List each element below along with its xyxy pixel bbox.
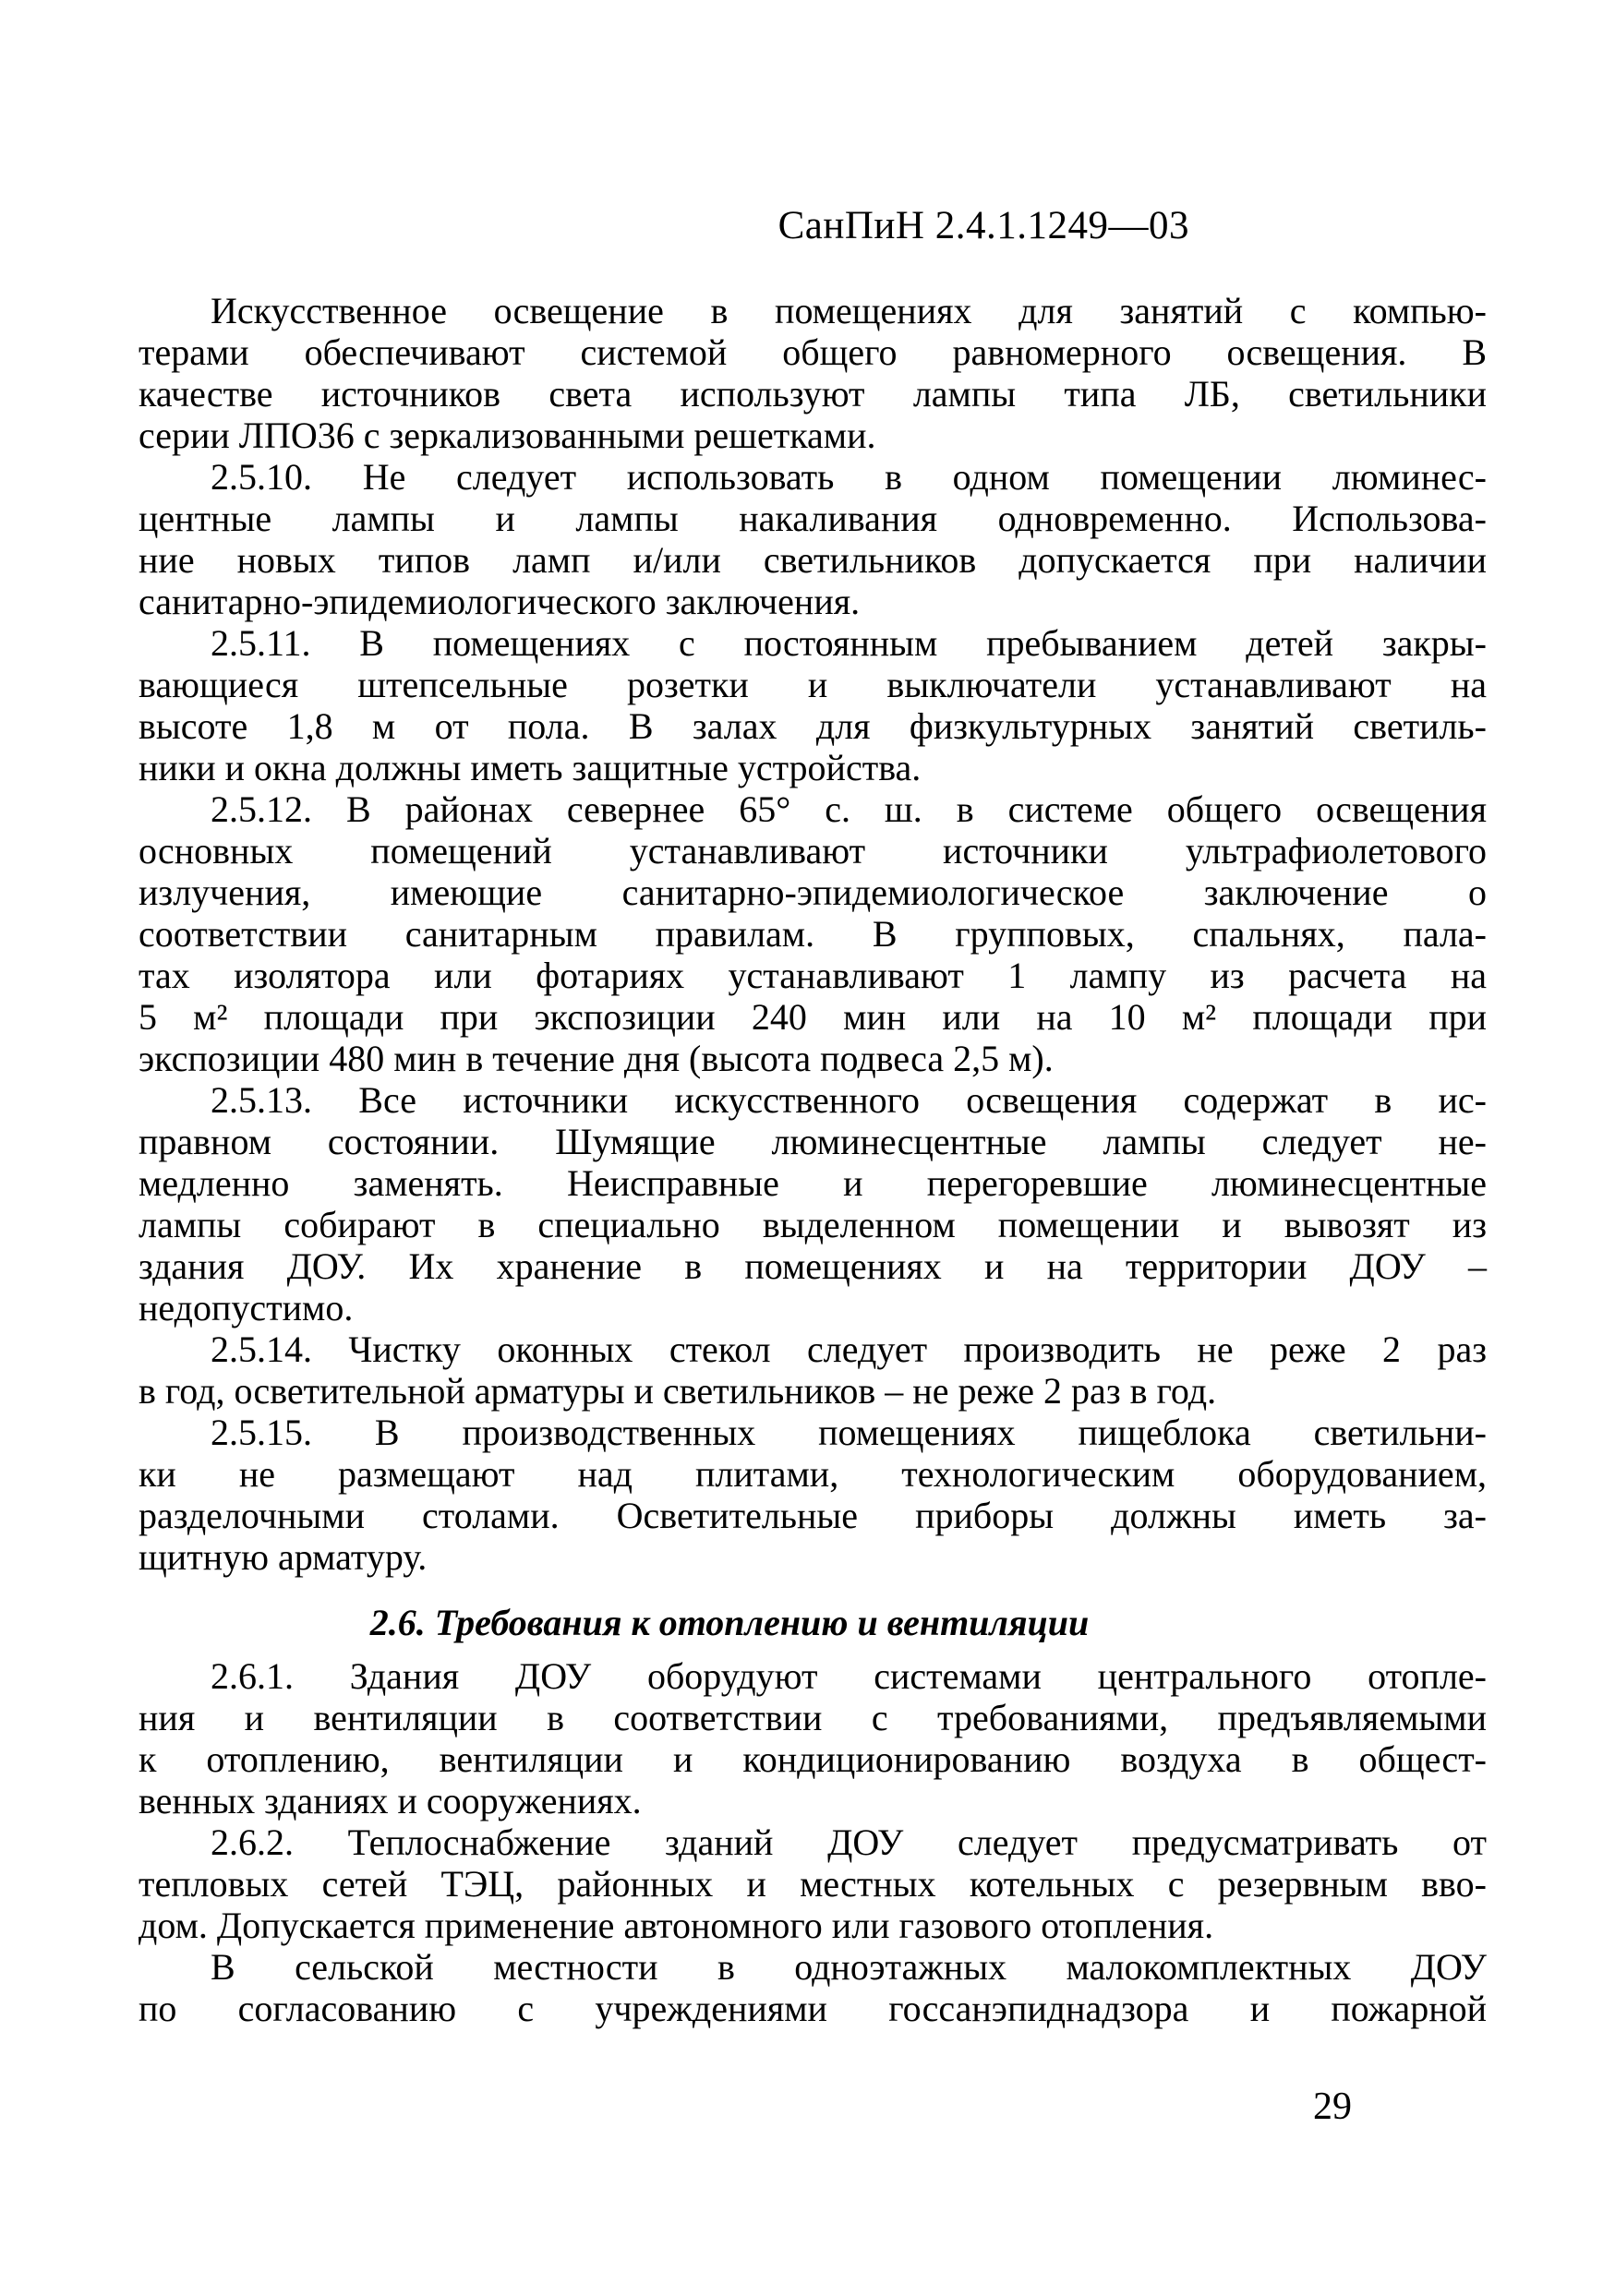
paragraph [139,622,1487,788]
text-line: разделочными столами. Осветительные приборы должны иметь за- [139,1495,1487,1536]
paragraph [139,1079,1487,1328]
paragraph [139,1946,1487,2029]
section-heading: 2.6. Требования к отоплению и вентиляции [369,1602,1090,1643]
paragraph [139,1412,1487,1578]
text-line: ние новых типов ламп и/или светильников допускается при наличии [139,539,1487,581]
text-line: здания ДОУ. Их хранение в помещениях и на территории ДОУ – [139,1245,1487,1287]
text-line: ки не размещают над плитами, технологическим оборудованием, [139,1453,1487,1495]
paragraph [139,1328,1487,1412]
paragraph [139,1655,1487,1821]
text-line: В сельской местности в одноэтажных малокомплектных ДОУ [211,1946,1487,1988]
text-line: венных зданиях и сооружениях. [139,1780,642,1821]
paragraph [139,1821,1487,1946]
text-line: 2.5.13. Все источники искусственного освещения содержат в ис- [211,1079,1487,1121]
text-line: серии ЛПО36 с зеркализованными решетками. [139,415,876,456]
text-line: дом. Допускается применение автономного или газового отопления. [139,1905,1214,1946]
text-line: по согласованию с учреждениями госсанэпиднадзора и пожарной [139,1988,1487,2029]
text-line: излучения, имеющие санитарно-эпидемиологическое заключение о [139,872,1487,913]
paragraph [139,290,1487,456]
text-line: тепловых сетей ТЭЦ, районных и местных котельных с резервным вво- [139,1863,1487,1905]
text-line: тах изолятора или фотариях устанавливают 1 лампу из расчета на [139,955,1487,996]
text-line: экспозиции 480 мин в течение дня (высота подвеса 2,5 м). [139,1038,1054,1079]
text-line: центные лампы и лампы накаливания одновременно. Использова- [139,498,1487,539]
text-line: санитарно-эпидемиологического заключения. [139,581,861,622]
paragraph [139,456,1487,622]
text-line: 2.6.1. Здания ДОУ оборудуют системами центрального отопле- [211,1655,1487,1697]
text-line: правном состоянии. Шумящие люминесцентные лампы следует не- [139,1121,1487,1162]
paragraph [139,788,1487,1079]
text-line: качестве источников света используют лампы типа ЛБ, светильники [139,373,1487,415]
text-line: 2.6.2. Теплоснабжение зданий ДОУ следует предусматривать от [211,1821,1487,1863]
page-number: 29 [1313,2086,1352,2128]
text-line: вающиеся штепсельные розетки и выключатели устанавливают на [139,664,1487,705]
text-line: высоте 1,8 м от пола. В залах для физкультурных занятий светиль- [139,705,1487,747]
text-line: 2.5.12. В районах севернее 65° с. ш. в системе общего освещения [211,788,1487,830]
text-line: основных помещений устанавливают источники ультрафиолетового [139,830,1487,872]
text-line: 2.5.10. Не следует использовать в одном помещении люминес- [211,456,1487,498]
text-line: ники и окна должны иметь защитные устройства. [139,747,922,788]
text-line: 5 м² площади при экспозиции 240 мин или на 10 м² площади при [139,996,1487,1038]
text-column [139,290,1487,2029]
text-line: 2.5.15. В производственных помещениях пищеблока светильни- [211,1412,1487,1453]
text-line: щитную арматуру. [139,1536,428,1578]
text-line: к отоплению, вентиляции и кондиционированию воздуха в общест- [139,1738,1487,1780]
text-line: 2.5.11. В помещениях с постоянным пребыванием детей закры- [211,622,1487,664]
text-line: в год, осветительной арматуры и светильников – не реже 2 раз в год. [139,1370,1217,1412]
text-line: ния и вентиляции в соответствии с требованиями, предъявляемыми [139,1697,1487,1738]
running-header: СанПиН 2.4.1.1249—03 [777,204,1189,247]
text-line: Искусственное освещение в помещениях для занятий с компью- [211,290,1487,331]
text-line: медленно заменять. Неисправные и перегоревшие люминесцентные [139,1162,1487,1204]
text-line: соответствии санитарным правилам. В групповых, спальнях, пала- [139,913,1487,955]
text-line: терами обеспечивают системой общего равномерного освещения. В [139,331,1487,373]
text-line: лампы собирают в специально выделенном помещении и вывозят из [139,1204,1487,1245]
text-line: 2.5.14. Чистку оконных стекол следует производить не реже 2 раз [211,1328,1487,1370]
text-line: недопустимо. [139,1287,354,1328]
